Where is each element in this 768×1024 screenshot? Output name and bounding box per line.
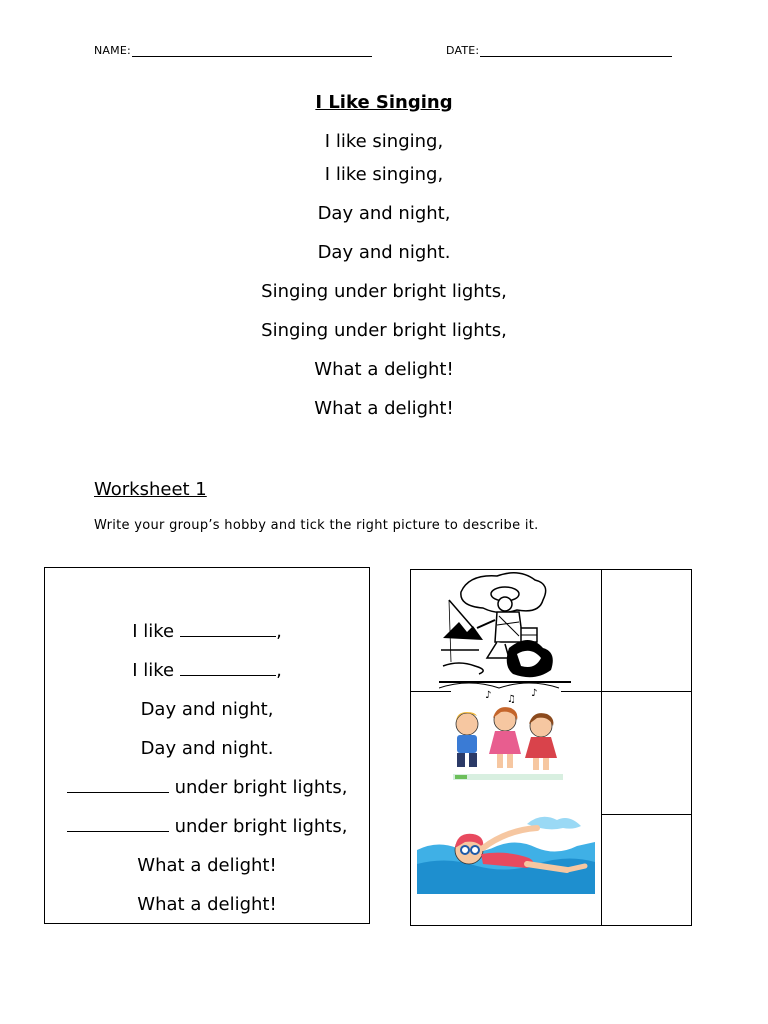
date-field: [446, 44, 672, 57]
hobby-blank[interactable]: [67, 791, 169, 793]
fill-line-8: What a delight!: [137, 894, 277, 915]
worksheet-title: Worksheet 1: [94, 479, 207, 500]
poem-line: Singing under bright lights,: [261, 320, 507, 341]
fishing-picture-icon: [439, 570, 571, 690]
fill-line-text: I like: [132, 660, 175, 681]
poem-line: Singing under bright lights,: [261, 281, 507, 302]
poem-line: What a delight!: [314, 398, 454, 419]
svg-text:♪: ♪: [531, 688, 538, 699]
fill-line-3: Day and night,: [140, 699, 274, 720]
name-field: [94, 44, 372, 57]
fill-line-4: Day and night.: [140, 738, 274, 759]
picture-table: [410, 569, 692, 926]
poem-line: Day and night.: [317, 242, 451, 263]
poem-title: I Like Singing: [315, 92, 453, 113]
tick-box[interactable]: [602, 692, 692, 814]
tick-box[interactable]: [602, 815, 692, 925]
hobby-blank[interactable]: [67, 830, 169, 832]
fill-line-6: [45, 807, 369, 846]
swimming-picture-icon: [417, 810, 595, 894]
name-label: NAME:: [94, 44, 131, 57]
hobby-blank[interactable]: [180, 674, 276, 676]
fill-in-box: [44, 567, 370, 924]
poem-line: I like singing,: [324, 131, 444, 152]
name-blank-line[interactable]: [132, 56, 372, 57]
svg-text:♪: ♪: [485, 690, 492, 701]
fill-line-text: ,: [276, 660, 282, 681]
svg-text:♫: ♫: [507, 694, 516, 705]
fill-line-2: [45, 651, 369, 690]
poem-line: I like singing,: [324, 164, 444, 185]
dancing-children-picture-icon: [441, 688, 565, 784]
poem: [0, 90, 768, 428]
fill-line-text: under bright lights,: [174, 816, 348, 837]
hobby-blank[interactable]: [180, 635, 276, 637]
fill-line-text: under bright lights,: [174, 777, 348, 798]
date-label: DATE:: [446, 44, 480, 57]
date-blank-line[interactable]: [480, 56, 672, 57]
poem-line: What a delight!: [314, 359, 454, 380]
fill-line-text: ,: [276, 621, 282, 642]
fill-line-5: [45, 768, 369, 807]
fill-line-text: I like: [132, 621, 175, 642]
worksheet-instruction: Write your group’s hobby and tick the right picture to describe it.: [94, 518, 539, 533]
fill-line-7: What a delight!: [137, 855, 277, 876]
fill-line-1: [45, 612, 369, 651]
tick-box[interactable]: [602, 570, 692, 691]
poem-line: Day and night,: [317, 203, 451, 224]
